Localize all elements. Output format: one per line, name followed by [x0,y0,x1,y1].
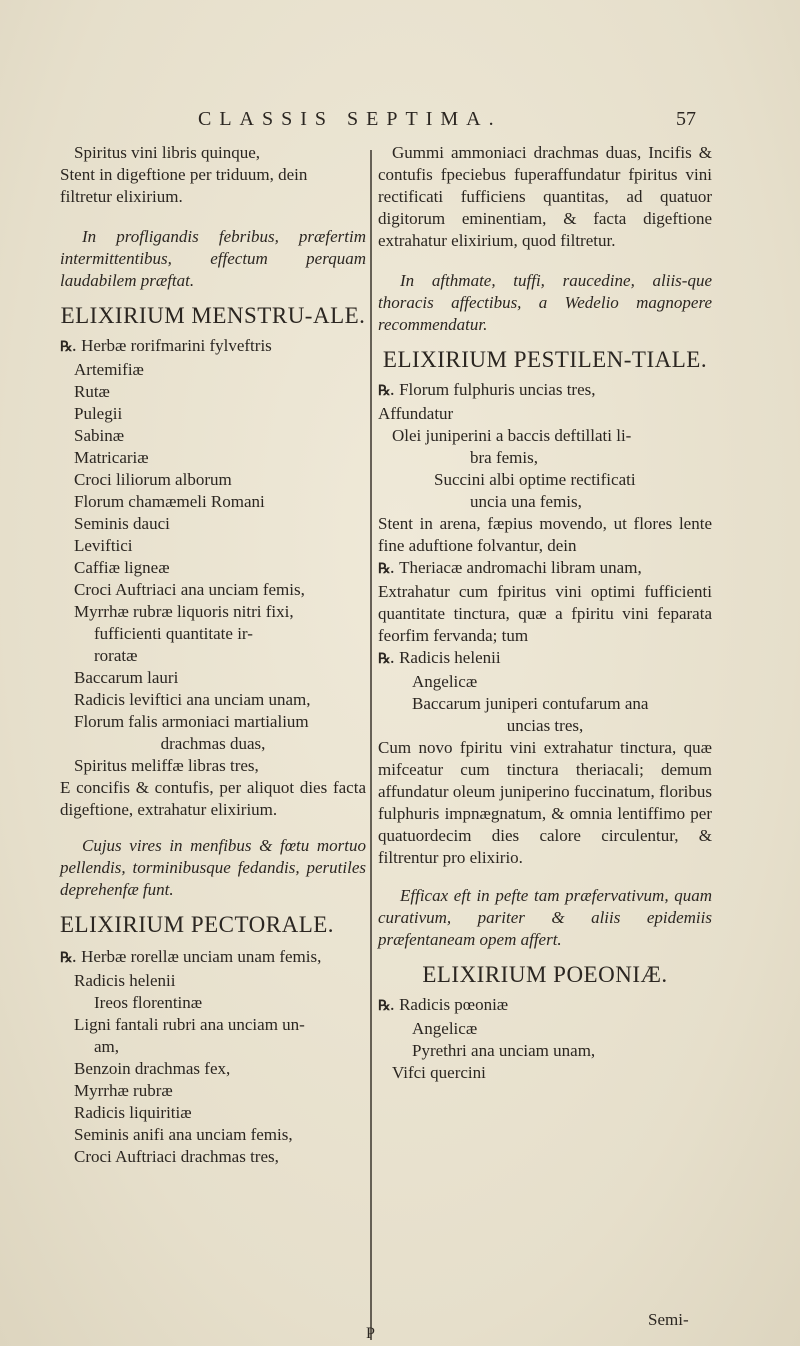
ingredient: Baccarum lauri [74,668,179,687]
instructions: Stent in arena, fæpius movendo, ut flores lente fine aduftione folvantur, dein [378,514,712,555]
ingredient: Matricariæ [74,448,149,467]
ingredient-continuation: uncia una femis, [470,492,582,511]
ingredient: Seminis dauci [74,514,170,533]
ingredient: Ireos florentinæ [94,993,203,1012]
ingredient-continuation: uncias tres, [506,716,584,735]
running-head: CLASSIS SEPTIMA. [198,108,502,130]
ingredient: Olei juniperini a baccis deftillati li- [392,426,632,445]
left-column [60,142,366,1168]
ingredient: Herbæ rorellæ unciam unam femis, [81,947,322,966]
ingredient: Florum falis armoniaci martialium [74,712,309,731]
instructions: E concifis & contufis, per aliquot dies facta digeftione, extrahatur elixirium. [60,778,366,819]
right-column [378,142,712,1084]
recipe-symbol: ℞. [60,951,77,966]
signature-mark: P [366,1325,375,1342]
ingredient: Croci liliorum alborum [74,470,232,489]
ingredient: Myrrhæ rubræ [74,1081,173,1100]
ingredient: Sabinæ [74,426,125,445]
ingredient-continuation: roratæ [94,646,138,665]
ingredient: Radicis helenii [399,648,501,667]
intro-line: filtretur elixirium. [60,187,183,206]
ingredient: Benzoin drachmas fex, [74,1059,231,1078]
ingredient: Pulegii [74,404,123,423]
ingredient: Radicis leviftici ana unciam unam, [74,690,311,709]
ingredient: Caffiæ ligneæ [74,558,170,577]
ingredient: Radicis pœoniæ [399,995,509,1014]
ingredient: Florum fulphuris uncias tres, [399,380,596,399]
ingredient: Succini albi optime rectificati [434,470,636,489]
section-heading: ELIXIRIUM PESTILEN-TIALE. [382,347,708,372]
ingredient: Angelicæ [412,1019,478,1038]
ingredient: Artemifiæ [74,360,144,379]
ingredient: Radicis liquiritiæ [74,1103,192,1122]
instructions: Extrahatur cum fpiritus vini optimi fufficienti quantitate tinctura, quæ a fpiritu vini feparata feorfim fervanda; tum [378,582,712,645]
ingredient: Rutæ [74,382,110,401]
usage-note: In afthmate, tuffi, raucedine, aliis-que thoracis affectibus, a Wedelio magnopere recommendatur. [378,271,712,334]
catchword: Semi- [648,1310,689,1329]
recipe-symbol: ℞. [378,652,395,667]
usage-note: Efficax eft in pefte tam præfervativum, quam curativum, pariter & aliis epidemiis præfentaneam opem affert. [378,886,712,949]
ingredient-continuation: fufficienti quantitate ir- [94,624,253,643]
section-heading: ELIXIRIUM PECTORALE. [60,912,335,937]
ingredient-continuation: bra femis, [470,448,538,467]
ingredient: Myrrhæ rubræ liquoris nitri fixi, [74,602,294,621]
column-rule [370,150,372,1340]
instructions: Cum novo fpiritu vini extrahatur tinctura, quæ mifceatur cum tinctura theriacali; demum affundatur oleum juniperino fuccinatum, floribus fulphuris impnægnatum, & omnia lentiffimo per quatuordecim dies calore circulentur, & filtrentur pro elixirio. [378,738,712,867]
ingredient: Theriacæ andromachi libram unam, [399,558,642,577]
ingredient: Radicis helenii [74,971,176,990]
intro-line: Spiritus vini libris quinque, [74,143,261,162]
recipe-symbol: ℞. [378,562,395,577]
ingredient: Ligni fantali rubri ana unciam un- [74,1015,305,1034]
ingredient: Florum chamæmeli Romani [74,492,265,511]
instruction-line: Affundatur [378,404,454,423]
recipe-symbol: ℞. [60,340,77,355]
ingredient: Spiritus meliffæ libras tres, [74,756,259,775]
ingredient: Seminis anifi ana unciam femis, [74,1125,293,1144]
page-header [0,108,800,138]
ingredient: Croci Auftriaci ana unciam femis, [74,580,305,599]
section-heading: ELIXIRIUM MENSTRU-ALE. [60,303,366,328]
instructions: Gummi ammoniaci drachmas duas, Incifis & contufis fpeciebus fuperaffundatur fpiritus vini rectificati fufficiens quantitas, ad quatuor digitorum eminentiam, & facta digeftione extrahatur elixirium, quod filtretur. [378,143,712,250]
page-number: 57 [676,108,696,130]
ingredient-continuation: am, [94,1037,120,1056]
section-heading: ELIXIRIUM POEONIÆ. [422,962,668,987]
ingredient: Angelicæ [412,672,478,691]
recipe-symbol: ℞. [378,999,395,1014]
usage-note: In profligandis febribus, præfertim intermittentibus, effectum perquam laudabilem præftat. [60,227,366,290]
ingredient: Vifci quercini [392,1063,486,1082]
ingredient: Pyrethri ana unciam unam, [412,1041,596,1060]
intro-line: Stent in digeftione per triduum, dein [60,165,308,184]
ingredient: Herbæ rorifmarini fylveftris [81,336,272,355]
recipe-symbol: ℞. [378,384,395,399]
usage-note: Cujus vires in menfibus & fœtu mortuo pellendis, torminibusque fedandis, perutiles deprehenfæ funt. [60,836,366,899]
ingredient-continuation: drachmas duas, [160,734,266,753]
ingredient: Baccarum juniperi contufarum ana [412,694,649,713]
ingredient: Croci Auftriaci drachmas tres, [74,1147,279,1166]
ingredient: Leviftici [74,536,133,555]
